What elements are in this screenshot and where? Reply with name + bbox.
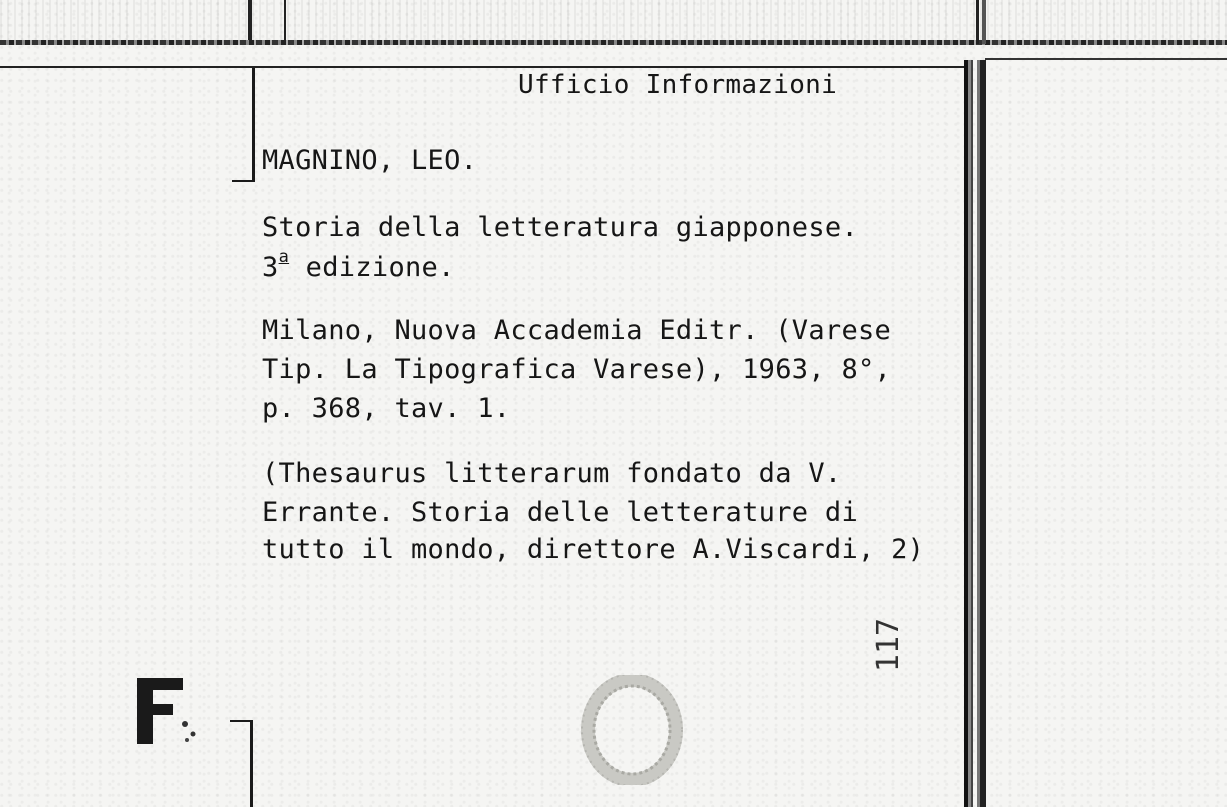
bottom-bracket-top [230, 720, 252, 722]
adjacent-card-edge [985, 58, 1227, 60]
author-bracket [252, 68, 255, 182]
series-line: Errante. Storia delle letterature di [262, 497, 858, 528]
edition-ordinal: a [278, 247, 290, 267]
side-number: 117 [870, 617, 906, 673]
title-line: Storia della letteratura giapponese. [262, 212, 858, 243]
f-stamp-icon [135, 670, 210, 750]
series-line: tutto il mondo, direttore A.Viscardi, 2) [262, 534, 925, 565]
edition-number: 3 [262, 252, 279, 283]
series-line: (Thesaurus litterarum fondato da V. [262, 458, 842, 489]
edition-line [262, 247, 455, 283]
punch-hole [578, 675, 686, 785]
imprint-line: Milano, Nuova Accademia Editr. (Varese [262, 315, 892, 346]
right-margin-rule-top [976, 0, 986, 44]
bottom-bracket [250, 720, 253, 807]
top-tick-mark [248, 0, 252, 44]
right-margin-rule [964, 60, 986, 807]
edition-word: edizione. [305, 252, 455, 283]
author-heading: MAGNINO, LEO. [262, 145, 478, 176]
top-divider [0, 40, 1227, 45]
imprint-line: p. 368, tav. 1. [262, 393, 511, 424]
imprint-line: Tip. La Tipografica Varese), 1963, 8°, [262, 354, 892, 385]
previous-card-strip [0, 0, 1227, 44]
top-tick-mark [284, 0, 286, 44]
card-top-edge [0, 66, 968, 68]
card-header: Ufficio Informazioni [518, 70, 838, 100]
author-bracket-foot [232, 180, 254, 182]
